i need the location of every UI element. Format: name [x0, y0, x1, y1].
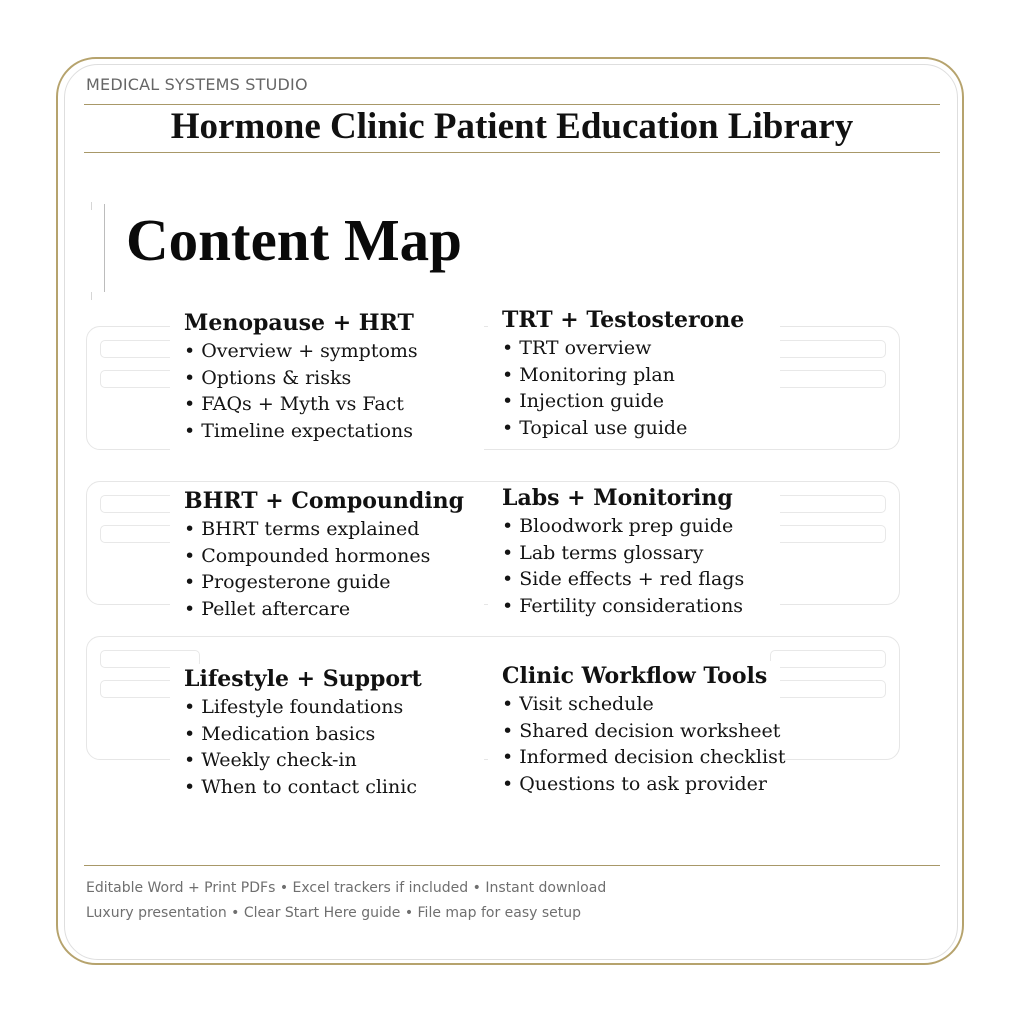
list-item: • Injection guide	[502, 390, 665, 412]
list-item: • Progesterone guide	[184, 571, 391, 593]
footer-rule	[84, 865, 940, 866]
ghost-line	[770, 340, 886, 358]
heading-accent-bar	[104, 204, 105, 292]
content-map-heading: Content Map	[126, 207, 462, 273]
list-item: • Lifestyle foundations	[184, 696, 404, 718]
list-item: • Fertility considerations	[502, 594, 744, 617]
list-item: • Topical use guide	[502, 416, 688, 439]
list-item: • BHRT terms explained	[184, 518, 420, 540]
section-clinic-workflow-tools	[488, 661, 786, 803]
list-item: • Timeline expectations	[184, 419, 414, 442]
list-item: • Medication basics	[184, 722, 376, 745]
list-item: • Side effects + red flags	[502, 568, 745, 590]
section-title: Clinic Workflow Tools	[502, 663, 768, 689]
title-bottom-rule	[84, 152, 940, 153]
section-title: Menopause + HRT	[184, 310, 414, 336]
list-item: • Monitoring plan	[502, 363, 675, 386]
section-trt-testosterone	[488, 305, 780, 447]
list-item: • Informed decision checklist	[502, 746, 786, 768]
list-item: • Pellet aftercare	[184, 597, 351, 620]
heading-tick-bottom	[91, 292, 92, 300]
section-title: Labs + Monitoring	[502, 485, 733, 511]
ghost-line	[770, 680, 886, 698]
page-title: Hormone Clinic Patient Education Library	[170, 106, 854, 147]
ghost-line	[770, 495, 886, 513]
section-menopause-hrt	[170, 308, 484, 450]
ghost-line	[770, 525, 886, 543]
list-item: • Weekly check-in	[184, 749, 357, 771]
ghost-line	[770, 370, 886, 388]
section-lifestyle-support	[170, 664, 484, 806]
list-item: • Compounded hormones	[184, 544, 431, 567]
list-item: • Overview + symptoms	[184, 340, 418, 362]
section-title: Lifestyle + Support	[184, 666, 422, 692]
list-item: • Bloodwork prep guide	[502, 515, 734, 537]
list-item: • Options & risks	[184, 366, 352, 389]
list-item: • When to contact clinic	[184, 775, 417, 798]
list-item: • Questions to ask provider	[502, 772, 767, 795]
list-item: • TRT overview	[502, 337, 652, 359]
section-bhrt-compounding	[170, 486, 484, 628]
list-item: • Shared decision worksheet	[502, 719, 781, 742]
footer-line-2: Luxury presentation • Clear Start Here guide • File map for easy setup	[86, 905, 582, 921]
section-title: TRT + Testosterone	[502, 307, 745, 333]
section-labs-monitoring	[488, 483, 780, 625]
section-title: BHRT + Compounding	[184, 488, 465, 514]
list-item: • FAQs + Myth vs Fact	[184, 393, 404, 415]
footer-line-1: Editable Word + Print PDFs • Excel trackers if included • Instant download	[86, 880, 607, 896]
list-item: • Lab terms glossary	[502, 541, 704, 564]
brand-label: MEDICAL SYSTEMS STUDIO	[86, 75, 308, 94]
heading-tick-top	[91, 202, 92, 210]
list-item: • Visit schedule	[502, 693, 654, 715]
ghost-line	[770, 650, 886, 668]
